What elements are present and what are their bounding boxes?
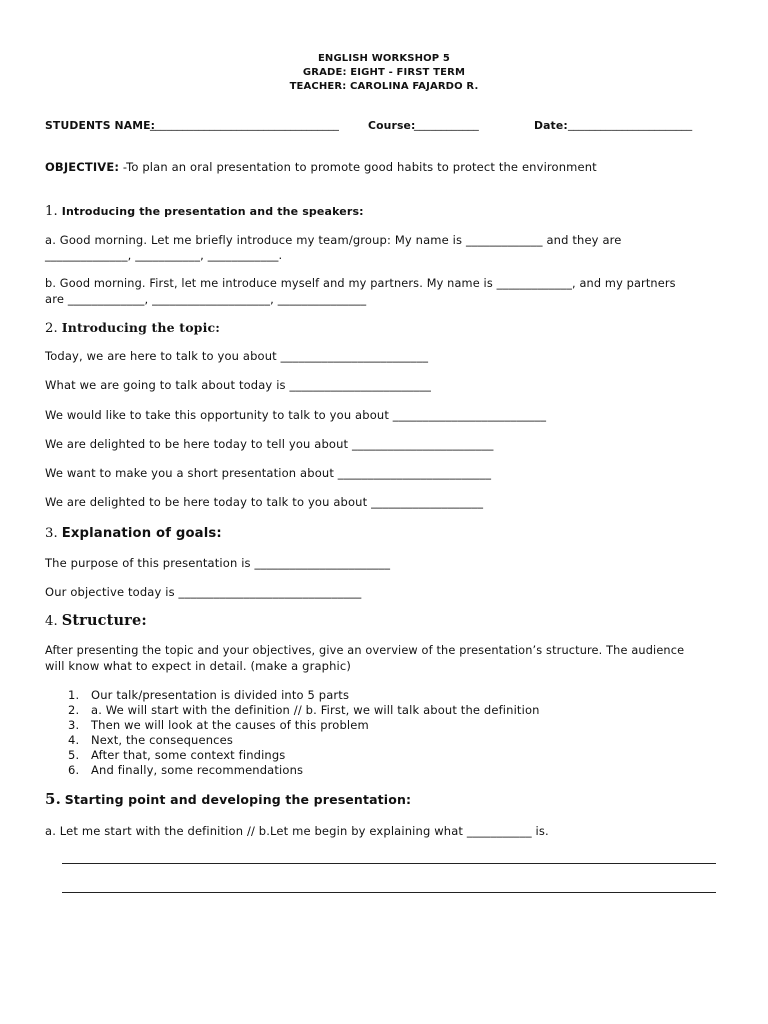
worksheet-title: ENGLISH WORKSHOP 5 <box>317 53 451 64</box>
list-item: Then we will look at the causes of this problem <box>91 718 369 732</box>
section-4-title: Structure: <box>61 612 147 629</box>
structure-paragraph-line-2: will know what to expect in detail. (make a graphic) <box>45 659 351 673</box>
topic-line: We want to make you a short presentation about __________________________ <box>45 466 492 480</box>
section-1-title: Introducing the presentation and the speakers: <box>61 205 364 218</box>
topic-line: What we are going to talk about today is ________________________ <box>45 378 432 392</box>
list-item: And finally, some recommendations <box>91 763 304 777</box>
objective-text: -To plan an oral presentation to promote good habits to protect the environment <box>119 160 597 174</box>
section-5-heading <box>45 792 411 807</box>
section-3-number: 3. <box>45 526 58 541</box>
section-1-option-b-line-2: are _____________, ____________________, _______________ <box>45 292 367 306</box>
list-item-number: 3. <box>68 718 80 732</box>
list-item-number: 6. <box>68 763 80 777</box>
student-name-field[interactable]: ___________________________________ <box>150 118 339 131</box>
topic-line: We would like to take this opportunity to talk to you about __________________________ <box>45 408 547 422</box>
course-field[interactable]: ____________ <box>414 118 479 131</box>
section-1-number: 1. <box>45 204 58 219</box>
goals-line: The purpose of this presentation is _______________________ <box>45 556 391 570</box>
list-item: After that, some context findings <box>91 748 286 762</box>
topic-line: Today, we are here to talk to you about _________________________ <box>45 349 429 363</box>
answer-line[interactable] <box>62 892 716 893</box>
section-1-option-a-line-2: ______________, ___________, ____________. <box>45 248 283 262</box>
section-1-option-a-line-1: a. Good morning. Let me briefly introduce my team/group: My name is _____________ and they are <box>45 233 622 247</box>
section-1-heading <box>45 204 364 219</box>
goals-line: Our objective today is _______________________________ <box>45 585 362 599</box>
objective-label: OBJECTIVE: <box>45 160 120 174</box>
section-5-number: 5. <box>45 790 61 808</box>
starting-point-line: a. Let me start with the definition // b.Let me begin by explaining what ___________ is. <box>45 824 549 838</box>
objective <box>45 160 597 174</box>
list-item: Next, the consequences <box>91 733 233 747</box>
list-item-number: 5. <box>68 748 80 762</box>
section-1-option-b-line-1: b. Good morning. First, let me introduce myself and my partners. My name is _____________, and my partners <box>45 277 676 290</box>
list-item-number: 2. <box>68 703 80 717</box>
teacher-line: TEACHER: CAROLINA FAJARDO R. <box>289 81 479 92</box>
student-name-label: STUDENTS NAME: <box>45 119 156 132</box>
course-label: Course: <box>368 119 416 132</box>
section-3-heading <box>45 526 222 541</box>
answer-line[interactable] <box>62 863 716 864</box>
date-field[interactable]: _______________________ <box>568 118 693 131</box>
list-item-number: 1. <box>68 688 80 702</box>
section-5-title: Starting point and developing the presentation: <box>64 792 412 807</box>
section-2-heading <box>45 321 220 336</box>
grade-line: GRADE: EIGHT - FIRST TERM <box>302 67 466 78</box>
section-2-title: Introducing the topic: <box>61 320 220 335</box>
section-4-number: 4. <box>45 614 58 629</box>
section-2-number: 2. <box>45 321 58 336</box>
section-4-heading <box>45 614 147 629</box>
list-item-number: 4. <box>68 733 80 747</box>
section-3-title: Explanation of goals: <box>61 526 222 541</box>
list-item: a. We will start with the definition // b. First, we will talk about the definition <box>91 703 540 717</box>
topic-line: We are delighted to be here today to tell you about ________________________ <box>45 437 494 451</box>
list-item: Our talk/presentation is divided into 5 parts <box>91 688 350 702</box>
topic-line: We are delighted to be here today to talk to you about ___________________ <box>45 495 484 509</box>
structure-paragraph-line-1: After presenting the topic and your objectives, give an overview of the presentation’s structure. The audience <box>45 644 685 657</box>
date-label: Date: <box>534 119 568 132</box>
